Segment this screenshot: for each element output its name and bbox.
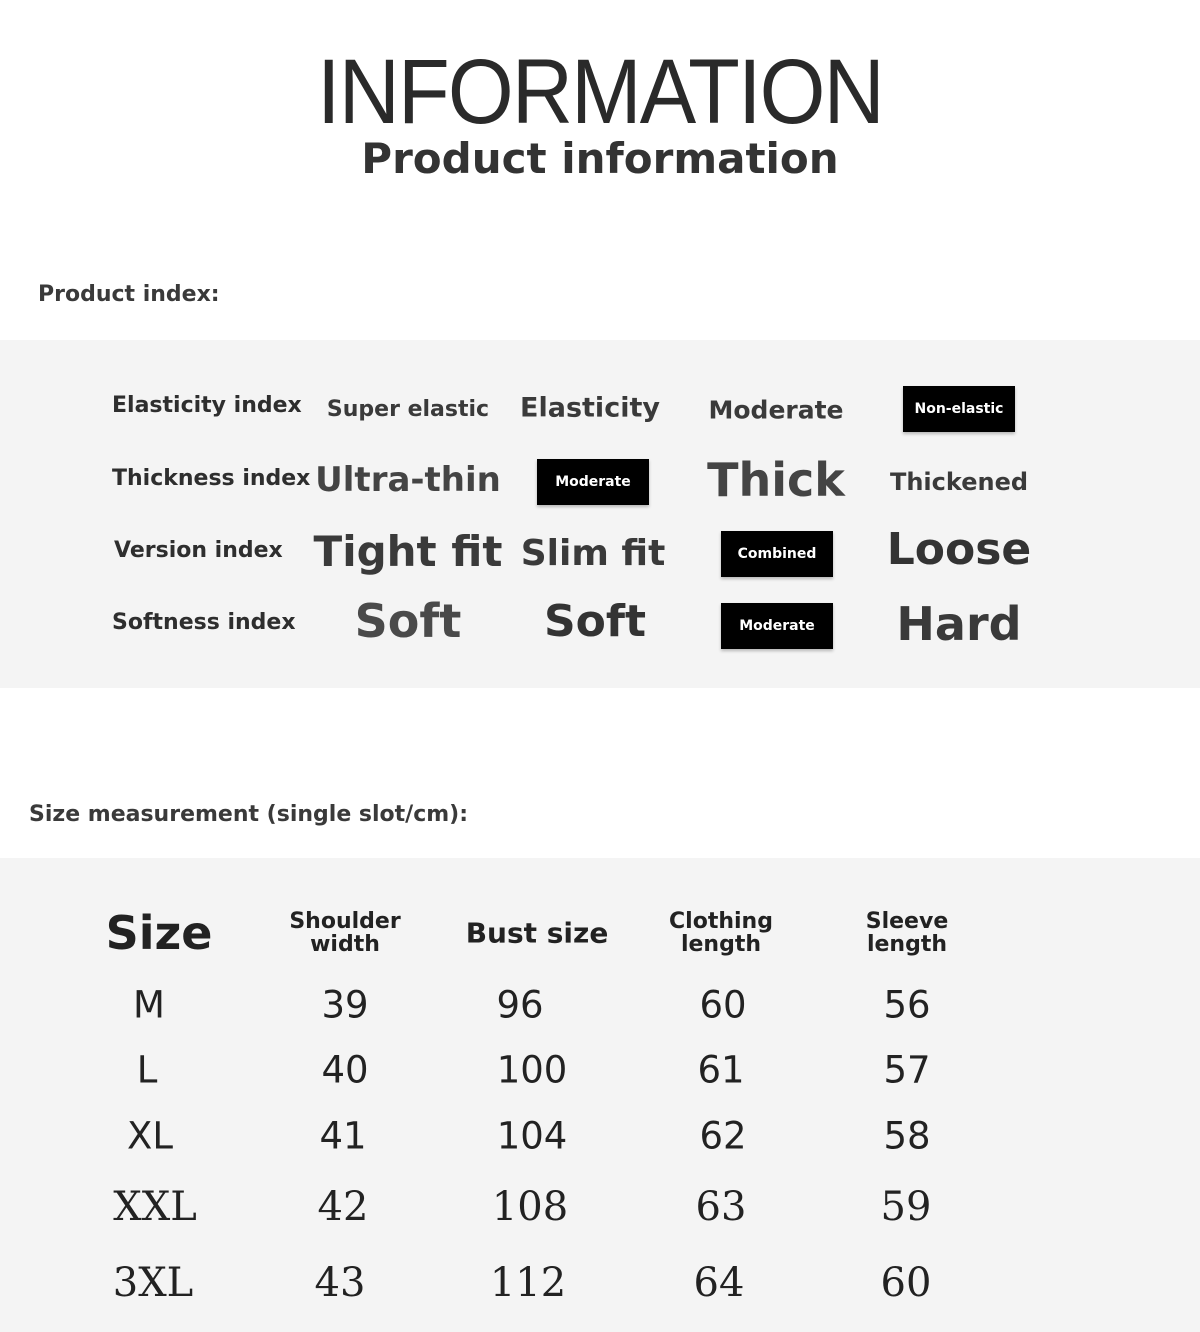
index-option: Loose <box>886 524 1032 575</box>
table-cell: 100 <box>496 1048 568 1092</box>
size-label-cell: 3XL <box>112 1260 194 1306</box>
table-cell: 60 <box>880 1260 932 1306</box>
page-subtitle: Product information <box>361 134 839 183</box>
table-cell: 58 <box>883 1114 931 1158</box>
table-cell: 61 <box>697 1048 745 1092</box>
index-option-selected: Moderate <box>537 459 649 505</box>
table-cell: 60 <box>699 983 747 1027</box>
table-cell: 63 <box>695 1184 747 1230</box>
table-cell: 96 <box>496 983 544 1027</box>
index-label: Version index <box>114 538 283 563</box>
table-cell: 62 <box>699 1114 747 1158</box>
index-option: Hard <box>896 597 1022 651</box>
table-cell: 40 <box>321 1048 369 1092</box>
page-title: INFORMATION <box>317 41 883 143</box>
table-cell: 64 <box>693 1260 745 1306</box>
size-label-cell: XL <box>127 1114 173 1158</box>
size-label-cell: M <box>133 983 165 1027</box>
column-header: Bust size <box>465 916 609 950</box>
index-option-selected: Moderate <box>721 603 833 649</box>
table-cell: 59 <box>880 1184 932 1230</box>
index-option-selected: Non-elastic <box>903 386 1015 432</box>
table-cell: 43 <box>314 1260 366 1306</box>
table-cell: 42 <box>317 1184 369 1230</box>
size-label-cell: XXL <box>113 1184 197 1230</box>
index-label: Softness index <box>112 610 296 635</box>
index-option: Thick <box>707 453 845 507</box>
index-option: Soft <box>543 596 647 647</box>
table-cell: 104 <box>496 1114 568 1158</box>
index-option: Ultra-thin <box>315 460 501 500</box>
index-option: Moderate <box>708 395 844 425</box>
index-option: Tight fit <box>313 527 503 576</box>
index-label: Elasticity index <box>112 393 302 418</box>
column-header: Size <box>105 905 213 960</box>
column-header: Clothing length <box>669 908 773 957</box>
index-label: Thickness index <box>112 466 311 491</box>
product-index-heading: Product index: <box>38 282 220 307</box>
table-cell: 57 <box>883 1048 931 1092</box>
index-option: Super elastic <box>326 397 490 422</box>
index-option: Soft <box>354 594 462 648</box>
index-option: Slim fit <box>520 533 666 574</box>
table-cell: 112 <box>489 1260 567 1306</box>
size-measurement-heading: Size measurement (single slot/cm): <box>29 802 469 827</box>
index-option: Elasticity <box>520 392 660 424</box>
table-cell: 56 <box>883 983 931 1027</box>
index-option: Thickened <box>889 468 1029 496</box>
table-cell: 41 <box>319 1114 367 1158</box>
column-header: Sleeve length <box>865 908 949 957</box>
index-option-selected: Combined <box>721 531 833 577</box>
column-header: Shoulder width <box>289 908 401 957</box>
table-cell: 39 <box>321 983 369 1027</box>
table-cell: 108 <box>491 1184 569 1230</box>
size-label-cell: L <box>136 1048 158 1092</box>
